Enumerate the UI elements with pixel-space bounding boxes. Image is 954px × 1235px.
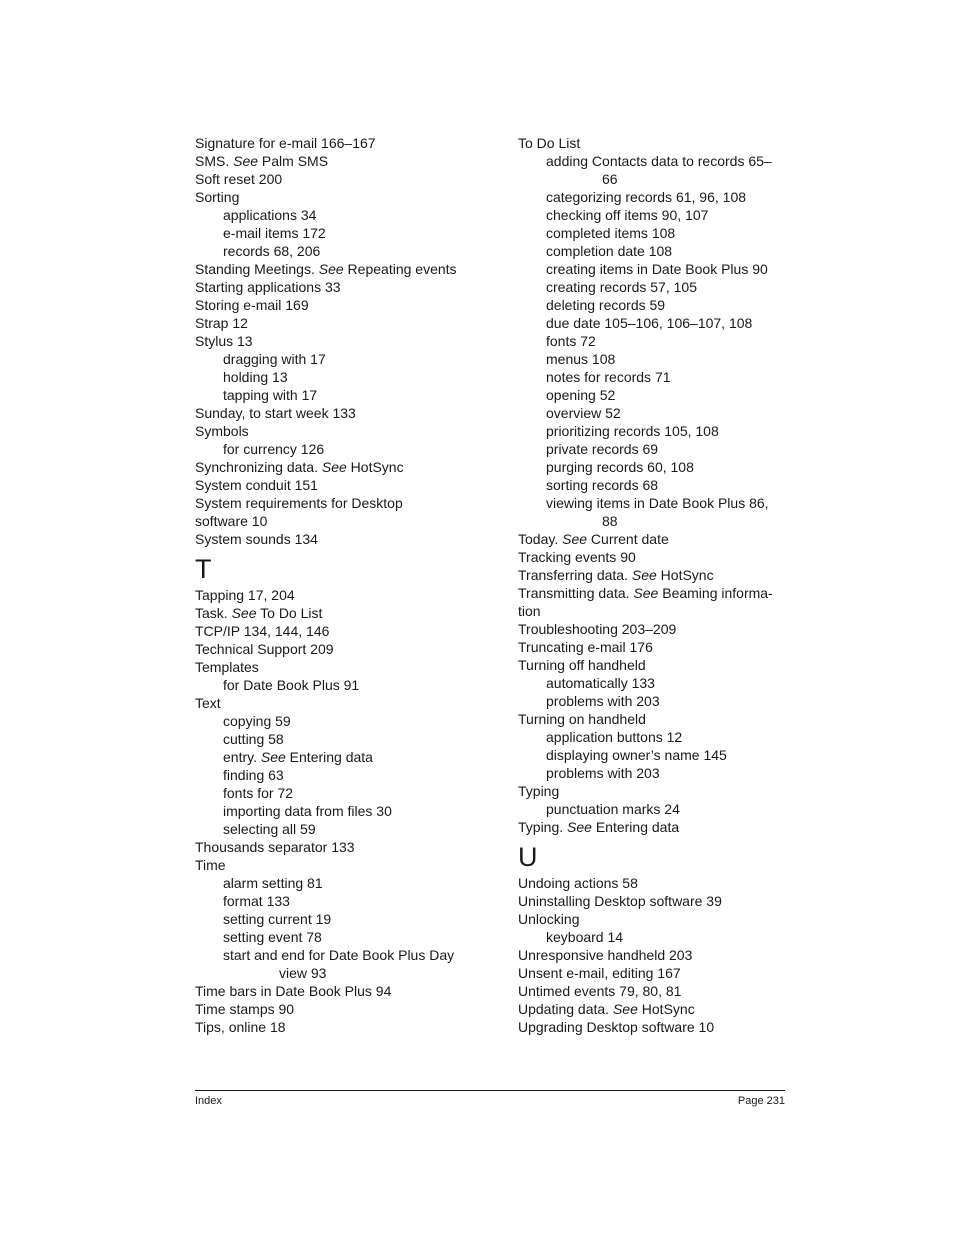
entry-text: Standing Meetings. — [195, 261, 319, 277]
index-entry: To Do List — [518, 135, 581, 151]
index-subentry: fonts for 72 — [223, 785, 294, 801]
index-subentry: sorting records 68 — [546, 477, 659, 493]
index-entry: Technical Support 209 — [195, 641, 334, 657]
index-subentry: viewing items in Date Book Plus 86, — [546, 495, 769, 511]
index-entry: Soft reset 200 — [195, 171, 283, 187]
index-subentry: records 68, 206 — [223, 243, 321, 259]
index-subentry: completed items 108 — [546, 225, 676, 241]
index-entry: Unsent e-mail, editing 167 — [518, 965, 681, 981]
section-letter-heading: U — [518, 842, 538, 872]
index-entry: Thousands separator 133 — [195, 839, 355, 855]
index-entry — [195, 152, 465, 170]
see-reference: See — [567, 819, 592, 835]
index-subentry: completion date 108 — [546, 243, 673, 259]
index-entry: Signature for e-mail 166–167 — [195, 135, 376, 151]
index-subentry — [195, 748, 465, 766]
index-subentry: e-mail items 172 — [223, 225, 326, 241]
index-subentry: view 93 — [279, 965, 327, 981]
reference-target: To Do List — [256, 605, 323, 621]
index-subentry: adding Contacts data to records 65– — [546, 153, 772, 169]
index-entry: Unlocking — [518, 911, 580, 927]
index-subentry: finding 63 — [223, 767, 284, 783]
index-entry: Time bars in Date Book Plus 94 — [195, 983, 392, 999]
see-reference: See — [631, 567, 657, 583]
see-reference: See — [260, 749, 286, 765]
reference-target: Entering data — [285, 749, 373, 765]
index-entry: System sounds 134 — [195, 531, 318, 547]
entry-text: Transferring data. — [518, 567, 632, 583]
index-subentry: selecting all 59 — [223, 821, 316, 837]
index-subentry: copying 59 — [223, 713, 291, 729]
index-subentry: automatically 133 — [546, 675, 655, 691]
index-entry: Uninstalling Desktop software 39 — [518, 893, 722, 909]
index-entry — [518, 584, 788, 602]
index-subentry: deleting records 59 — [546, 297, 666, 313]
reference-target: HotSync — [656, 567, 714, 583]
index-subentry: format 133 — [223, 893, 290, 909]
index-column-right — [518, 134, 788, 1036]
index-subentry: due date 105–106, 106–107, 108 — [546, 315, 753, 331]
index-entry: Untimed events 79, 80, 81 — [518, 983, 682, 999]
reference-target: HotSync — [346, 459, 404, 475]
index-subentry: purging records 60, 108 — [546, 459, 694, 475]
entry-text: Task. — [195, 605, 232, 621]
index-entry — [518, 1000, 788, 1018]
index-subentry: tapping with 17 — [223, 387, 318, 403]
index-subentry: problems with 203 — [546, 693, 660, 709]
index-entry: Stylus 13 — [195, 333, 253, 349]
reference-target: Repeating events — [343, 261, 457, 277]
index-subentry: for currency 126 — [223, 441, 325, 457]
index-subentry: checking off items 90, 107 — [546, 207, 709, 223]
index-subentry: punctuation marks 24 — [546, 801, 680, 817]
see-reference: See — [562, 531, 588, 547]
index-subentry: creating records 57, 105 — [546, 279, 697, 295]
index-entry: Undoing actions 58 — [518, 875, 638, 891]
index-subentry: 66 — [602, 171, 618, 187]
index-subentry: dragging with 17 — [223, 351, 326, 367]
index-entry: Sunday, to start week 133 — [195, 405, 356, 421]
index-subentry: cutting 58 — [223, 731, 284, 747]
index-entry: Unresponsive handheld 203 — [518, 947, 693, 963]
index-subentry: setting current 19 — [223, 911, 332, 927]
index-subentry: for Date Book Plus 91 — [223, 677, 360, 693]
entry-text: SMS. — [195, 153, 234, 169]
index-subentry: creating items in Date Book Plus 90 — [546, 261, 768, 277]
index-subentry: notes for records 71 — [546, 369, 671, 385]
index-subentry: overview 52 — [546, 405, 621, 421]
index-entry: Turning off handheld — [518, 657, 646, 673]
index-entry: Symbols — [195, 423, 249, 439]
index-subentry: setting event 78 — [223, 929, 322, 945]
index-entry — [195, 458, 465, 476]
footer-page-number: Page 231 — [737, 1095, 785, 1107]
index-entry: Time stamps 90 — [195, 1001, 295, 1017]
index-subentry: applications 34 — [223, 207, 317, 223]
entry-text: Synchronizing data. — [195, 459, 322, 475]
reference-target: Palm SMS — [258, 153, 329, 169]
see-reference: See — [233, 153, 259, 169]
entry-text: Transmitting data. — [518, 585, 634, 601]
index-subentry: problems with 203 — [546, 765, 660, 781]
index-subentry: fonts 72 — [546, 333, 596, 349]
index-entry: Time — [195, 857, 226, 873]
entry-text: entry. — [223, 749, 261, 765]
index-entry: System conduit 151 — [195, 477, 318, 493]
index-entry: Turning on handheld — [518, 711, 646, 727]
index-subentry: prioritizing records 105, 108 — [546, 423, 719, 439]
section-letter-heading: T — [195, 554, 212, 584]
index-column-left — [195, 134, 465, 1036]
index-entry: Typing — [518, 783, 560, 799]
index-entry: Tips, online 18 — [195, 1019, 286, 1035]
index-subentry: keyboard 14 — [546, 929, 624, 945]
index-entry — [518, 530, 788, 548]
index-entry: Tracking events 90 — [518, 549, 636, 565]
index-subentry: opening 52 — [546, 387, 616, 403]
index-entry: Troubleshooting 203–209 — [518, 621, 677, 637]
index-entry — [518, 566, 788, 584]
entry-text: Today. — [518, 531, 563, 547]
reference-target: Entering data — [591, 819, 680, 835]
index-entry: System requirements for Desktop — [195, 495, 403, 511]
index-entry: software 10 — [195, 513, 268, 529]
index-subentry: importing data from files 30 — [223, 803, 392, 819]
see-reference: See — [318, 261, 344, 277]
index-entry: Strap 12 — [195, 315, 248, 331]
index-entry: Starting applications 33 — [195, 279, 341, 295]
index-entry: Upgrading Desktop software 10 — [518, 1019, 715, 1035]
index-subentry: menus 108 — [546, 351, 616, 367]
index-subentry: displaying owner’s name 145 — [546, 747, 727, 763]
index-entry: Sorting — [195, 189, 240, 205]
see-reference: See — [321, 459, 347, 475]
see-reference: See — [231, 605, 257, 621]
index-entry: Storing e-mail 169 — [195, 297, 309, 313]
entry-text: Typing. — [518, 819, 568, 835]
footer-section-label: Index — [195, 1095, 222, 1107]
see-reference: See — [633, 585, 659, 601]
index-subentry: 88 — [602, 513, 618, 529]
index-subentry: start and end for Date Book Plus Day — [223, 947, 455, 963]
index-subentry: categorizing records 61, 96, 108 — [546, 189, 747, 205]
index-entry: Text — [195, 695, 221, 711]
index-subentry: private records 69 — [546, 441, 659, 457]
index-entry — [195, 604, 465, 622]
index-entry — [195, 260, 465, 278]
see-reference: See — [612, 1001, 638, 1017]
index-entry: Templates — [195, 659, 259, 675]
index-entry: TCP/IP 134, 144, 146 — [195, 623, 330, 639]
reference-target: Current date — [587, 531, 669, 547]
index-entry — [518, 818, 788, 836]
index-subentry: alarm setting 81 — [223, 875, 323, 891]
reference-target: HotSync — [637, 1001, 695, 1017]
index-subentry: application buttons 12 — [546, 729, 683, 745]
entry-text: Updating data. — [518, 1001, 613, 1017]
reference-target: Beaming informa- — [658, 585, 773, 601]
index-entry: Truncating e-mail 176 — [518, 639, 653, 655]
index-subentry: holding 13 — [223, 369, 288, 385]
footer-divider — [195, 1090, 785, 1091]
index-entry: tion — [518, 603, 541, 619]
index-entry: Tapping 17, 204 — [195, 587, 295, 603]
